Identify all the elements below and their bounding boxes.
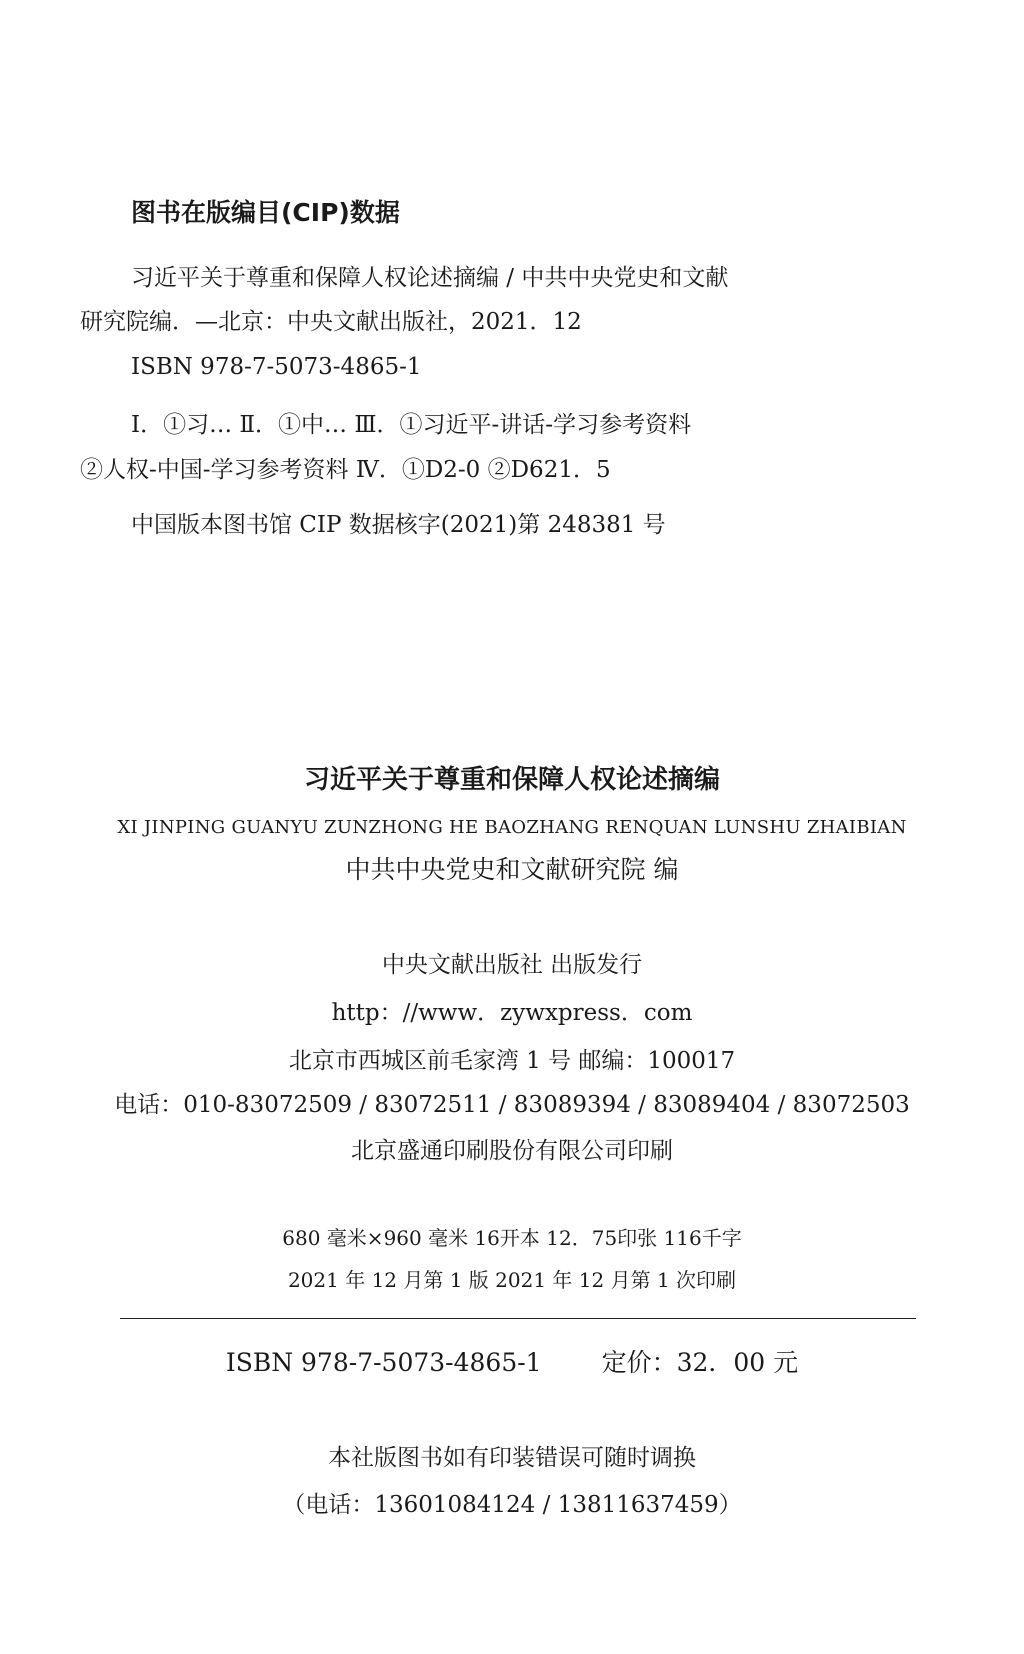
print-specs: 680 毫米×960 毫米 16开本 12．75印张 116千字 [282, 1226, 742, 1250]
cip-classification-line-1: Ⅰ．①习… Ⅱ．①中… Ⅲ．①习近平-讲话-学习参考资料 [131, 412, 692, 438]
cip-publication-line: 研究院编．—北京：中央文献出版社，2021．12 [80, 309, 582, 335]
isbn-price-row [0, 1348, 1024, 1378]
publisher-name: 中央文献出版社 出版发行 [381, 952, 643, 978]
publisher-url: http：//www．zywxpress．com [331, 1000, 693, 1026]
divider-rule [120, 1318, 916, 1319]
printer-name: 北京盛通印刷股份有限公司印刷 [351, 1138, 673, 1164]
replacement-notice: 本社版图书如有印装错误可随时调换 [328, 1445, 696, 1471]
cip-title-line: 习近平关于尊重和保障人权论述摘编 / 中共中央党史和文献 [131, 265, 729, 291]
replacement-contact: （电话：13601084124 / 13811637459） [282, 1492, 742, 1518]
book-editor: 中共中央党史和文献研究院 编 [345, 855, 679, 884]
edition-info: 2021 年 12 月第 1 版 2021 年 12 月第 1 次印刷 [287, 1268, 737, 1292]
cip-isbn: ISBN 978-7-5073-4865-1 [131, 354, 422, 380]
cip-heading: 图书在版编目(CIP)数据 [131, 198, 400, 227]
cip-verification-number: 中国版本图书馆 CIP 数据核字(2021)第 248381 号 [131, 512, 666, 538]
publisher-address: 北京市西城区前毛家湾 1 号 邮编：100017 [288, 1048, 736, 1074]
book-price: 定价：32．00 元 [601, 1348, 799, 1377]
publisher-phones: 电话：010-83072509 / 83072511 / 83089394 / 83089404 / 83072503 [114, 1092, 910, 1118]
book-title: 习近平关于尊重和保障人权论述摘编 [303, 765, 720, 795]
book-title-pinyin: XI JINPING GUANYU ZUNZHONG HE BAOZHANG RENQUAN LUNSHU ZHAIBIAN [117, 817, 907, 838]
cip-classification-line-2: ②人权-中国-学习参考资料 Ⅳ．①D2-0 ②D621．5 [80, 457, 611, 483]
footer-isbn: ISBN 978-7-5073-4865-1 [225, 1348, 542, 1377]
